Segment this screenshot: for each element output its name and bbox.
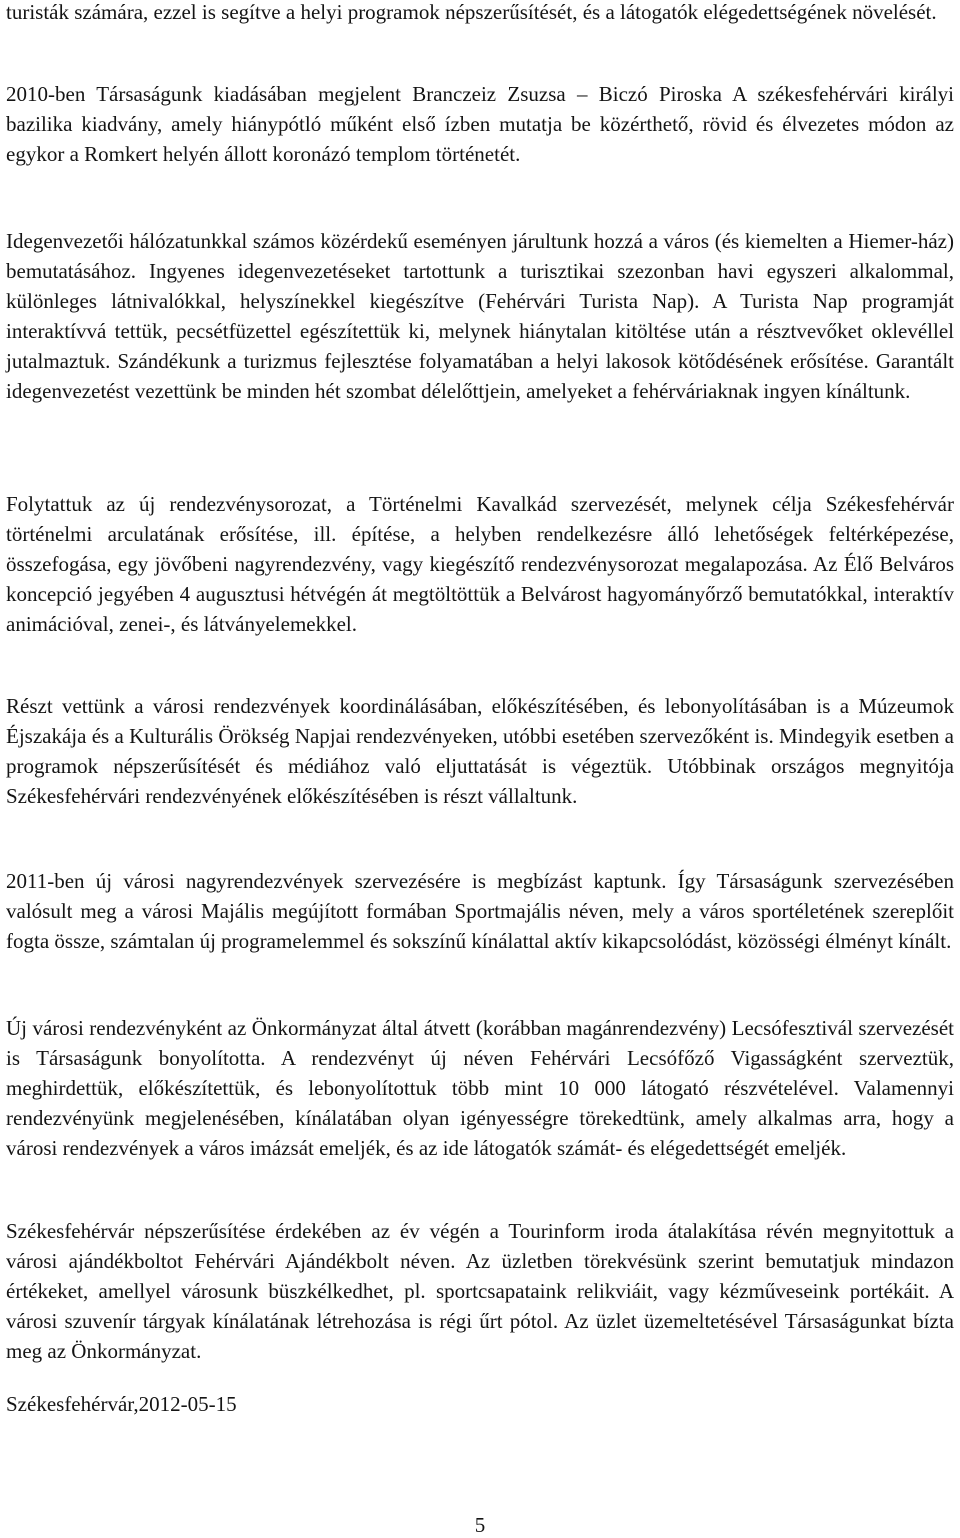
paragraph-sport-majalis: 2011-ben új városi nagyrendezvények szervezésére is megbízást kaptunk. Így Társaságunk szervezésében valósult meg a városi Majális megújított formában Sportmajális néven, mely a város sportéletének szereplőit fogta össze, számtalan új programelemmel és sokszínű kínálattal aktív kikapcsolódást, közösségi élményt kínált. <box>6 869 954 953</box>
paragraph-tourist-continuation: turisták számára, ezzel is segítve a helyi programok népszerűsítését, és a látogatók elégedettségének növelését. <box>6 0 937 24</box>
paragraph-lecso-festival: Új városi rendezvényként az Önkormányzat által átvett (korábban magánrendezvény) Lecsófesztivál szervezését is Társaságunk bonyolította. A rendezvényt új néven Fehérvári Lecsófőző Vigasságként szerveztük, meghirdettük, előkészítettük, és lebonyolítottuk több mint 10 000 látogató részvételével. Valamennyi rendezvényünk megjelenésében, kínálatában olyan igényességre törekedtünk, amely alkalmas arra, hogy a városi rendezvények a város imázsát emeljék, és az ide látogatók számát- és elégedettségét emeljék. <box>6 1016 954 1160</box>
paragraph-tour-guide-network: Idegenvezetői hálózatunkkal számos közérdekű eseményen járultunk hozzá a város (és kiemelten a Hiemer-ház) bemutatásához. Ingyenes idegenvezetéseket tartottunk a turisztikai szezonban havi egyszeri alkalommal, különleges látnivalókkal, helyszínekkel kiegészítve (Fehérvári Turista Nap). A Turista Nap programját interaktívvá tettük, pecsétfüzettel egészítettük ki, melynek hiánytalan kitöltése után a résztvevőket oklevéllel jutalmaztuk. Szándékunk a turizmus fejlesztése folyamatában a helyi lakosok kötődésének erősítése. Garantált idegenvezetést vezettünk be minden hét szombat délelőttjein, amelyeket a fehérváriaknak ingyen kínáltunk. <box>6 229 954 403</box>
page-number: 5 <box>474 1513 486 1537</box>
paragraph-gift-shop: Székesfehérvár népszerűsítése érdekében az év végén a Tourinform iroda átalakítása révén megnyitottuk a városi ajándékboltot Fehérvári Ajándékbolt néven. Az üzletben törekvésünk szerint bemutatjuk mindazon értékeket, amellyel városunk büszkélkedhet, pl. sportcsapataink relikviáit, vagy kézműveseink portékáit. A városi szuvenír tárgyak kínálatának létrehozása is régi űrt pótol. Az üzlet üzemeltetésével Társaságunkat bízta meg az Önkormányzat. <box>6 1219 954 1363</box>
paragraph-city-events-coordination: Részt vettünk a városi rendezvények koordinálásában, előkészítésében, és lebonyolításában is a Múzeumok Éjszakája és a Kulturális Örökség Napjai rendezvényeken, utóbbi esetében szervezőként is. Mindegyik esetben a programok népszerűsítését és médiához való eljuttatását is végeztük. Utóbbinak országos megnyitója Székesfehérvári rendezvényének előkészítésében is részt vállaltunk. <box>6 694 954 808</box>
paragraph-basilica-publication: 2010-ben Társaságunk kiadásában megjelent Branczeiz Zsuzsa – Biczó Piroska A székesfehérvári királyi bazilika kiadvány, amely hiánypótló műként első ízben mutatja be közérthető, rövid és élvezetes módon az egykor a Romkert helyén állott koronázó templom történetét. <box>6 82 954 166</box>
date-line: Székesfehérvár,2012-05-15 <box>6 1392 237 1416</box>
paragraph-historical-cavalcade: Folytattuk az új rendezvénysorozat, a Történelmi Kavalkád szervezését, melynek célja Székesfehérvár történelmi arculatának erősítése, ill. építése, a helyben rendelkezésre álló lehetőségek feltérképezése, összefogása, egy jövőbeni nagyrendezvény, vagy kiegészítő rendezvénysorozat megalapozása. Az Élő Belváros koncepció jegyében 4 augusztusi hétvégén át megtöltöttük a Belvárost hagyományőrző bemutatókkal, interaktív animációval, zenei-, és látványelemekkel. <box>6 492 954 636</box>
